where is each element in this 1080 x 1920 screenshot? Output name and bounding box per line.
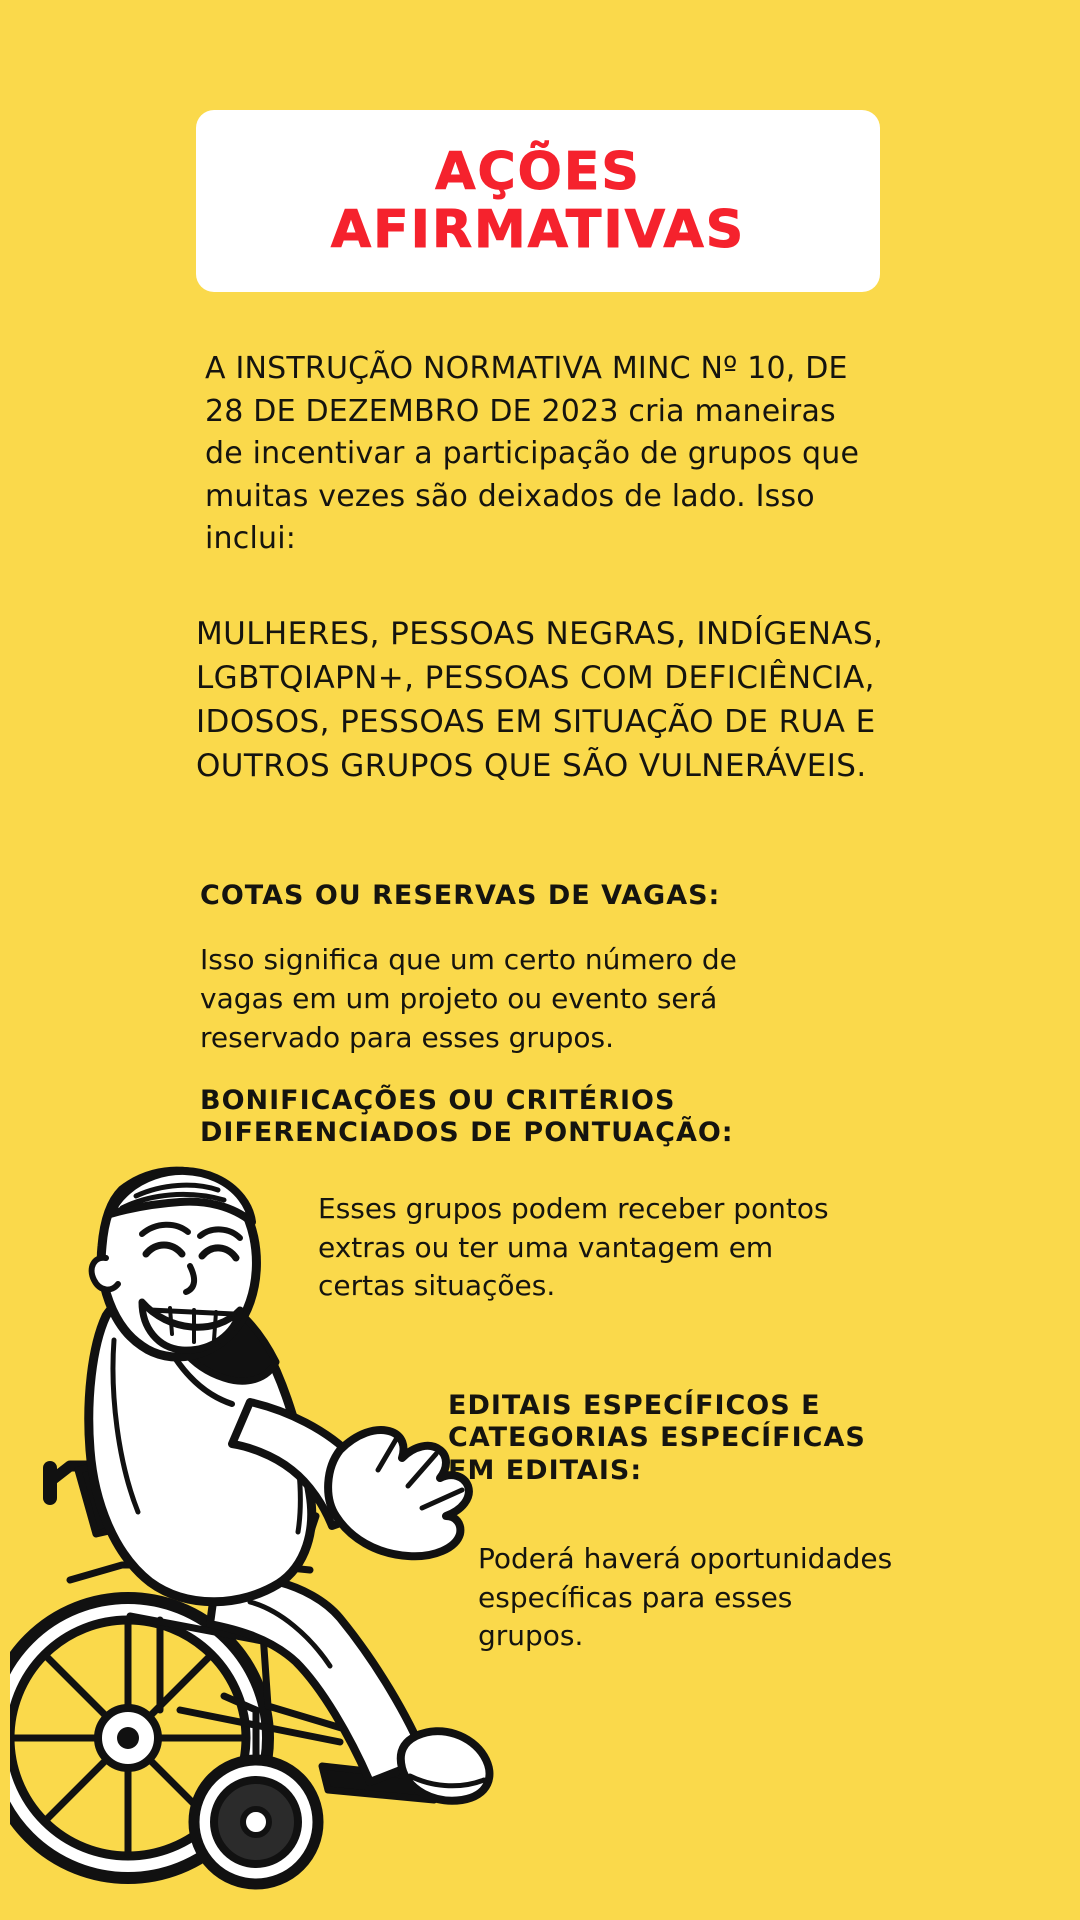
page-title-line-2: AFIRMATIVAS <box>330 200 746 260</box>
intro-emphasis: A INSTRUÇÃO NORMATIVA MINC Nº 10, DE 28 DE DEZEMBRO DE 2023 <box>205 351 848 429</box>
section-body-cotas: Isso significa que um certo número de vagas em um projeto ou evento será reservado para esses grupos. <box>200 943 737 1055</box>
intro-rest: cria maneiras de incentivar a participação de grupos que muitas vezes são deixados de lado. Isso inclui: <box>205 393 860 557</box>
page-title-line-1: AÇÕES <box>435 141 641 202</box>
wheelchair-person-illustration <box>10 1150 530 1910</box>
section-heading-cotas: COTAS OU RESERVAS DE VAGAS: <box>200 880 721 911</box>
groups-paragraph: MULHERES, PESSOAS NEGRAS, INDÍGENAS, LGBTQIAPN+, PESSOAS COM DEFICIÊNCIA, IDOSOS, PESSOAS EM SITUAÇÃO DE RUA E OUTROS GRUPOS QUE SÃO VULNERÁVEIS. <box>196 616 884 785</box>
section-heading-bonificacoes: BONIFICAÇÕES OU CRITÉRIOS DIFERENCIADOS DE PONTUAÇÃO: <box>200 1085 734 1149</box>
intro-paragraph <box>205 348 865 561</box>
section-heading-editais: EDITAIS ESPECÍFICOS E CATEGORIAS ESPECÍFICAS EM EDITAIS: <box>448 1390 866 1486</box>
title-card <box>196 110 880 292</box>
section-body-bonificacoes: Esses grupos podem receber pontos extras ou ter uma vantagem em certas situações. <box>318 1192 829 1303</box>
section-body-editais: Poderá haverá oportunidades específicas para esses grupos. <box>478 1542 893 1653</box>
